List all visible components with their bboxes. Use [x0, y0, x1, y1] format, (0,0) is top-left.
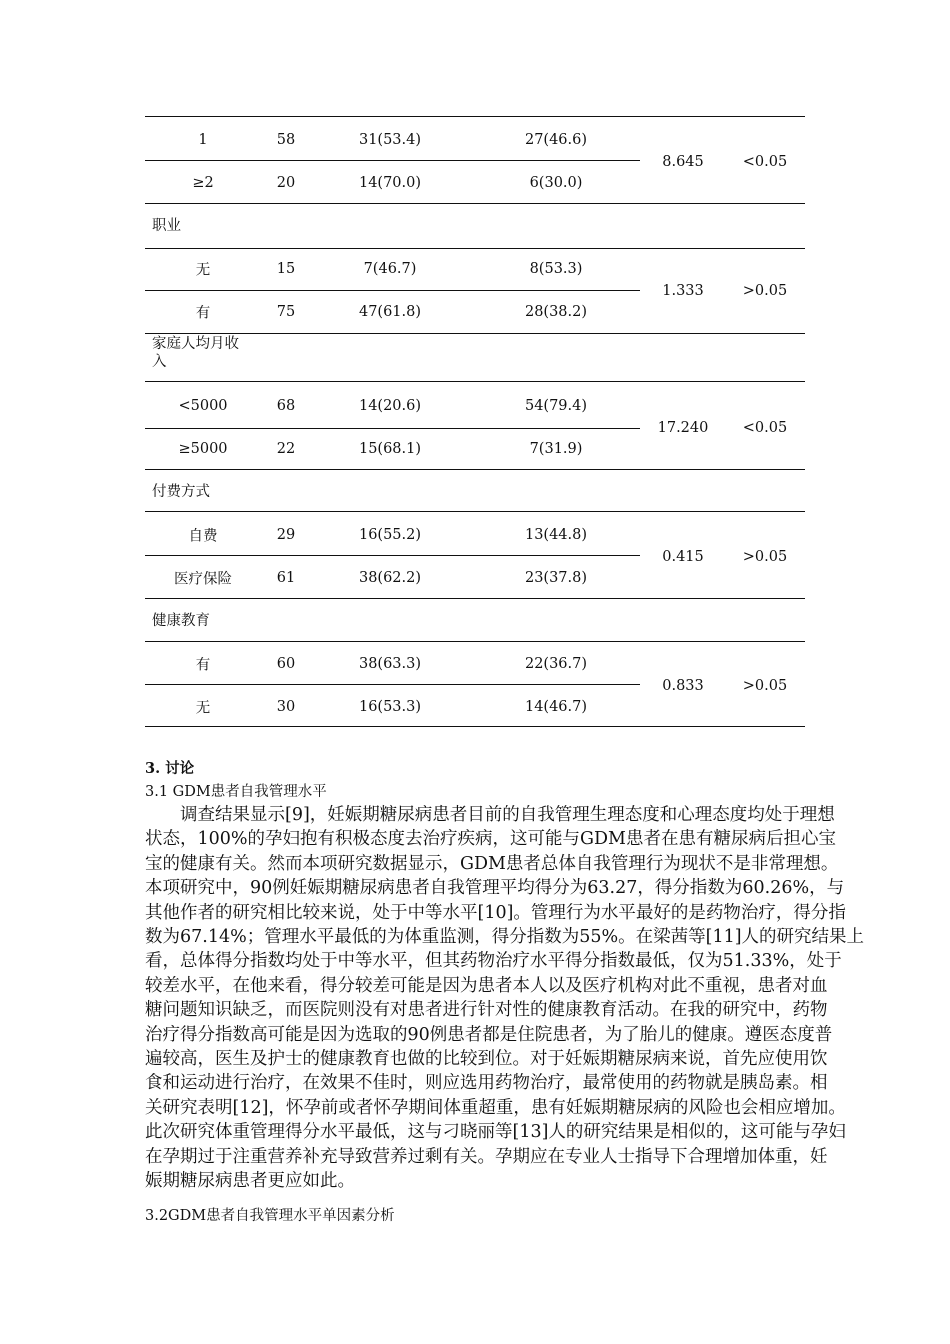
group-label: 付费方式 — [152, 484, 210, 500]
table-rule — [145, 203, 805, 204]
table-rule — [145, 381, 805, 382]
cell-a: 14(20.6) — [358, 398, 422, 414]
paragraph-line: 在孕期过于注重营养补充导致营养过剩有关。孕期应在专业人士指导下合理增加体重，妊 — [145, 1146, 828, 1167]
cell-cat: 1 — [198, 132, 208, 148]
table-rule — [145, 511, 805, 512]
cell-cat: 医疗保险 — [174, 571, 232, 588]
cell-cat: 有 — [195, 305, 211, 322]
table-rule — [145, 248, 805, 249]
cell-a: 38(63.3) — [358, 656, 422, 672]
cell-cat: 有 — [195, 657, 211, 674]
paragraph-line: 调查结果显示[9]，妊娠期糖尿病患者目前的自我管理生理态度和心理态度均处于理想 — [180, 805, 835, 825]
cell-b: 54(79.4) — [524, 398, 588, 414]
p-value: >0.05 — [742, 548, 788, 565]
cell-b: 14(46.7) — [524, 699, 588, 715]
cell-b: 13(44.8) — [524, 527, 588, 543]
cell-n: 20 — [276, 175, 296, 191]
table-rule — [145, 428, 640, 429]
group-label-line: 入 — [152, 354, 167, 370]
chi-square-value: 8.645 — [662, 153, 704, 170]
cell-b: 23(37.8) — [524, 570, 588, 586]
chi-square-value: 1.333 — [662, 282, 704, 299]
table-rule — [145, 469, 805, 470]
paragraph-line: 数为67.14%；管理水平最低的为体重监测，得分指数为55%。在梁茜等[11]人的研究结果上 — [145, 927, 865, 947]
cell-cat: 自费 — [188, 528, 218, 545]
p-value: <0.05 — [742, 153, 788, 170]
cell-n: 22 — [276, 441, 296, 457]
cell-n: 30 — [276, 699, 296, 715]
table-rule — [145, 726, 805, 727]
cell-a: 16(55.2) — [358, 527, 422, 543]
cell-n: 61 — [276, 570, 296, 586]
group-label: 健康教育 — [152, 613, 210, 629]
paragraph-line: 关研究表明[12]，怀孕前或者怀孕期间体重超重，患有妊娠期糖尿病的风险也会相应增加。 — [145, 1097, 846, 1118]
cell-n: 75 — [276, 304, 296, 320]
table-rule — [145, 641, 805, 642]
table-rule — [145, 160, 640, 161]
paragraph-line: 此次研究体重管理得分水平最低，这与刁晓丽等[13]人的研究结果是相似的，这可能与孕妇 — [145, 1122, 846, 1143]
cell-cat: 无 — [195, 700, 211, 717]
p-value: >0.05 — [742, 677, 788, 694]
cell-a: 47(61.8) — [358, 304, 422, 320]
chi-square-value: 0.415 — [662, 548, 704, 565]
paragraph-line: 本项研究中，90例妊娠期糖尿病患者自我管理平均得分为63.27，得分指数为60.26%，与 — [145, 878, 845, 899]
table-rule — [145, 555, 640, 556]
cell-cat: ≥2 — [192, 175, 214, 191]
cell-n: 29 — [276, 527, 296, 543]
cell-a: 31(53.4) — [358, 132, 422, 148]
table-rule — [145, 290, 640, 291]
paragraph-line: 娠期糖尿病患者更应如此。 — [145, 1171, 355, 1191]
cell-n: 60 — [276, 656, 296, 672]
chi-square-value: 17.240 — [657, 419, 709, 436]
subsection-title-3-1: 3.1 GDM患者自我管理水平 — [145, 784, 327, 800]
paragraph-line: 状态，100%的孕妇抱有积极态度去治疗疾病，这可能与GDM患者在患有糖尿病后担心宝 — [145, 829, 836, 850]
section-title: 3. 讨论 — [145, 760, 195, 777]
cell-n: 68 — [276, 398, 296, 414]
group-label-line: 家庭人均月收 — [152, 336, 239, 352]
cell-b: 8(53.3) — [529, 261, 583, 277]
cell-cat: ≥5000 — [178, 441, 228, 457]
cell-b: 27(46.6) — [524, 132, 588, 148]
paragraph-line: 较差水平，在他来看，得分较差可能是因为患者本人以及医疗机构对此不重视，患者对血 — [145, 975, 828, 996]
paragraph-line: 治疗得分指数高可能是因为选取的90例患者都是住院患者，为了胎儿的健康。遵医态度普 — [145, 1024, 833, 1045]
table-rule — [145, 333, 805, 334]
table-rule — [145, 598, 805, 599]
table-rule — [145, 116, 805, 117]
chi-square-value: 0.833 — [662, 677, 704, 694]
cell-a: 15(68.1) — [358, 441, 422, 457]
cell-b: 22(36.7) — [524, 656, 588, 672]
group-label — [152, 335, 239, 371]
paragraph-line: 糖问题知识缺乏，而医院则没有对患者进行针对性的健康教育活动。在我的研究中，药物 — [145, 1000, 828, 1021]
paragraph-line: 宝的健康有关。然而本项研究数据显示，GDM患者总体自我管理行为现状不是非常理想。 — [145, 853, 839, 874]
cell-b: 28(38.2) — [524, 304, 588, 320]
cell-b: 6(30.0) — [529, 175, 583, 191]
cell-a: 38(62.2) — [358, 570, 422, 586]
p-value: >0.05 — [742, 282, 788, 299]
paragraph-line: 食和运动进行治疗，在效果不佳时，则应选用药物治疗，最常使用的药物就是胰岛素。相 — [145, 1073, 828, 1094]
table-rule — [145, 684, 640, 685]
subsection-title-3-2: 3.2GDM患者自我管理水平单因素分析 — [145, 1208, 395, 1224]
cell-a: 16(53.3) — [358, 699, 422, 715]
p-value: <0.05 — [742, 419, 788, 436]
cell-a: 7(46.7) — [363, 261, 417, 277]
cell-a: 14(70.0) — [358, 175, 422, 191]
cell-cat: <5000 — [178, 398, 228, 414]
group-label: 职业 — [152, 218, 181, 234]
paragraph-line: 其他作者的研究相比较来说，处于中等水平[10]。管理行为水平最好的是药物治疗，得分指 — [145, 902, 846, 923]
cell-n: 58 — [276, 132, 296, 148]
cell-n: 15 — [276, 261, 296, 277]
paragraph-line: 遍较高，医生及护士的健康教育也做的比较到位。对于妊娠期糖尿病来说，首先应使用饮 — [145, 1049, 828, 1069]
cell-b: 7(31.9) — [529, 441, 583, 457]
paragraph-line: 看，总体得分指数均处于中等水平，但其药物治疗水平得分指数最低，仅为51.33%，处于 — [145, 951, 842, 972]
cell-cat: 无 — [195, 262, 211, 279]
